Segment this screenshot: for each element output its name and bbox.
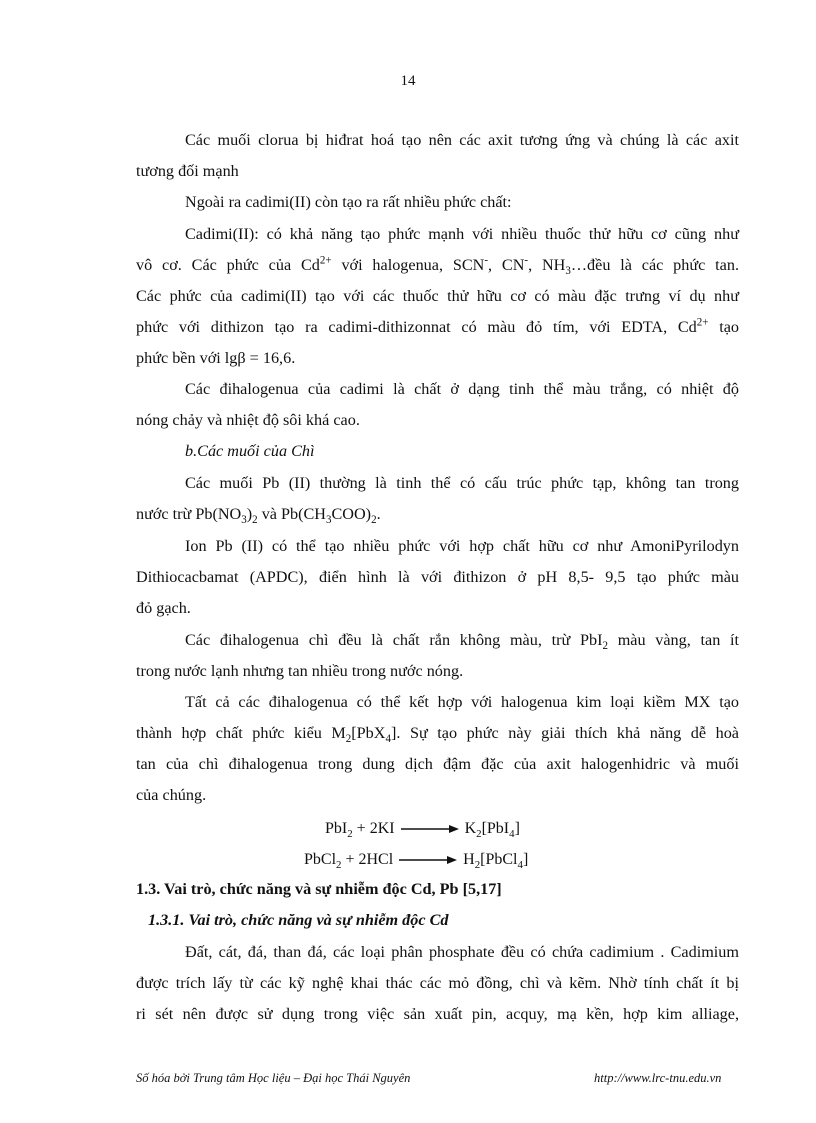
footer-url: http://www.lrc-tnu.edu.vn bbox=[594, 1071, 722, 1085]
paragraph-line: ri sét nên được sử dụng trong việc sản xuất pin, acquy, mạ kền, hợp kim alliage, bbox=[136, 1005, 739, 1023]
paragraph-line: Tất cả các đihalogenua có thể kết hợp với halogenua kim loại kiềm MX tạo bbox=[185, 693, 739, 711]
paragraph-line: nóng chảy và nhiệt độ sôi khá cao. bbox=[136, 411, 360, 429]
paragraph-line: Các phức của cadimi(II) tạo với các thuốc thử hữu cơ có màu đặc trưng ví dụ như bbox=[136, 287, 739, 305]
subsection-heading: 1.3.1. Vai trò, chức năng và sự nhiễm độc Cd bbox=[148, 911, 449, 929]
page-number: 14 bbox=[400, 73, 416, 89]
paragraph-line: phức với dithizon tạo ra cadimi-dithizonnat có màu đỏ tím, với EDTA, $Cd^{2+}$ tạo bbox=[136, 316, 739, 336]
paragraph-line: trong nước lạnh nhưng tan nhiều trong nước nóng. bbox=[136, 662, 464, 680]
paragraph-line: Ion Pb (II) có thể tạo nhiều phức với hợp chất hữu cơ như AmoniPyrilodyn bbox=[185, 537, 739, 555]
paragraph-line: Các muối clorua bị hiđrat hoá tạo nên các axit tương ứng và chúng là các axit bbox=[185, 131, 739, 149]
paragraph-line: Dithiocacbamat (APDC), điển hình là với đithizon ở pH 8,5- 9,5 tạo phức màu bbox=[136, 568, 739, 586]
equation: PbCl$_2$ + 2HCl $H_2[PbCl_4]$ bbox=[304, 851, 529, 872]
footer-left: Số hóa bởi Trung tâm Học liệu – Đại học Thái Nguyên bbox=[136, 1071, 411, 1085]
paragraph-line: phức bền với lgβ = 16,6. bbox=[136, 349, 296, 367]
paragraph-line: Các đihalogenua chì đều là chất rắn không màu, trừ PbI$_2$ màu vàng, tan ít bbox=[185, 631, 739, 653]
paragraph-line: Đất, cát, đá, than đá, các loại phân phosphate đều có chứa cadimium . Cadimium bbox=[185, 943, 739, 961]
reaction-arrow-icon bbox=[399, 855, 457, 865]
paragraph-line: đỏ gạch. bbox=[136, 599, 191, 617]
paragraph-line: tương đối mạnh bbox=[136, 162, 239, 180]
paragraph-line: Cadimi(II): có khả năng tạo phức mạnh với nhiều thuốc thử hữu cơ cũng như bbox=[185, 225, 739, 243]
paragraph-line: nước trừ $Pb(NO_3)_2$ và $Pb(CH_3COO)_2$. bbox=[136, 505, 381, 527]
paragraph-line: Ngoài ra cadimi(II) còn tạo ra rất nhiều phức chất: bbox=[185, 193, 512, 211]
section-heading: 1.3. Vai trò, chức năng và sự nhiễm độc Cd, Pb [5,17] bbox=[136, 880, 502, 898]
paragraph-line: được trích lấy từ các kỹ nghệ khai thác các mỏ đồng, chì và kẽm. Nhờ tính chất ít bị bbox=[136, 974, 739, 992]
reaction-arrow-icon bbox=[401, 824, 459, 834]
equation: PbI$_2$ + 2KI $K_2[PbI_4]$ bbox=[325, 820, 520, 841]
paragraph-line: Các muối Pb (II) thường là tinh thể có cấu trúc phức tạp, không tan trong bbox=[185, 474, 739, 492]
paragraph-line: vô cơ. Các phức của $Cd^{2+}$ với halogenua, SCN-, CN-, $NH_3\dots đều$ là các phức tan. bbox=[136, 254, 739, 278]
paragraph-line: thành hợp chất phức kiểu $M_2[PbX_4]$. Sự tạo phức này giải thích khả năng dễ hoà bbox=[136, 724, 739, 746]
paragraph-line: tan của chì đihalogenua trong dung dịch đậm đặc của axit halogenhidric và muối bbox=[136, 755, 739, 773]
paragraph-line: của chúng. bbox=[136, 786, 207, 804]
paragraph-line: Các đihalogenua của cadimi là chất ở dạng tinh thể màu trắng, có nhiệt độ bbox=[185, 380, 739, 398]
subheading: b.Các muối của Chì bbox=[185, 442, 315, 460]
